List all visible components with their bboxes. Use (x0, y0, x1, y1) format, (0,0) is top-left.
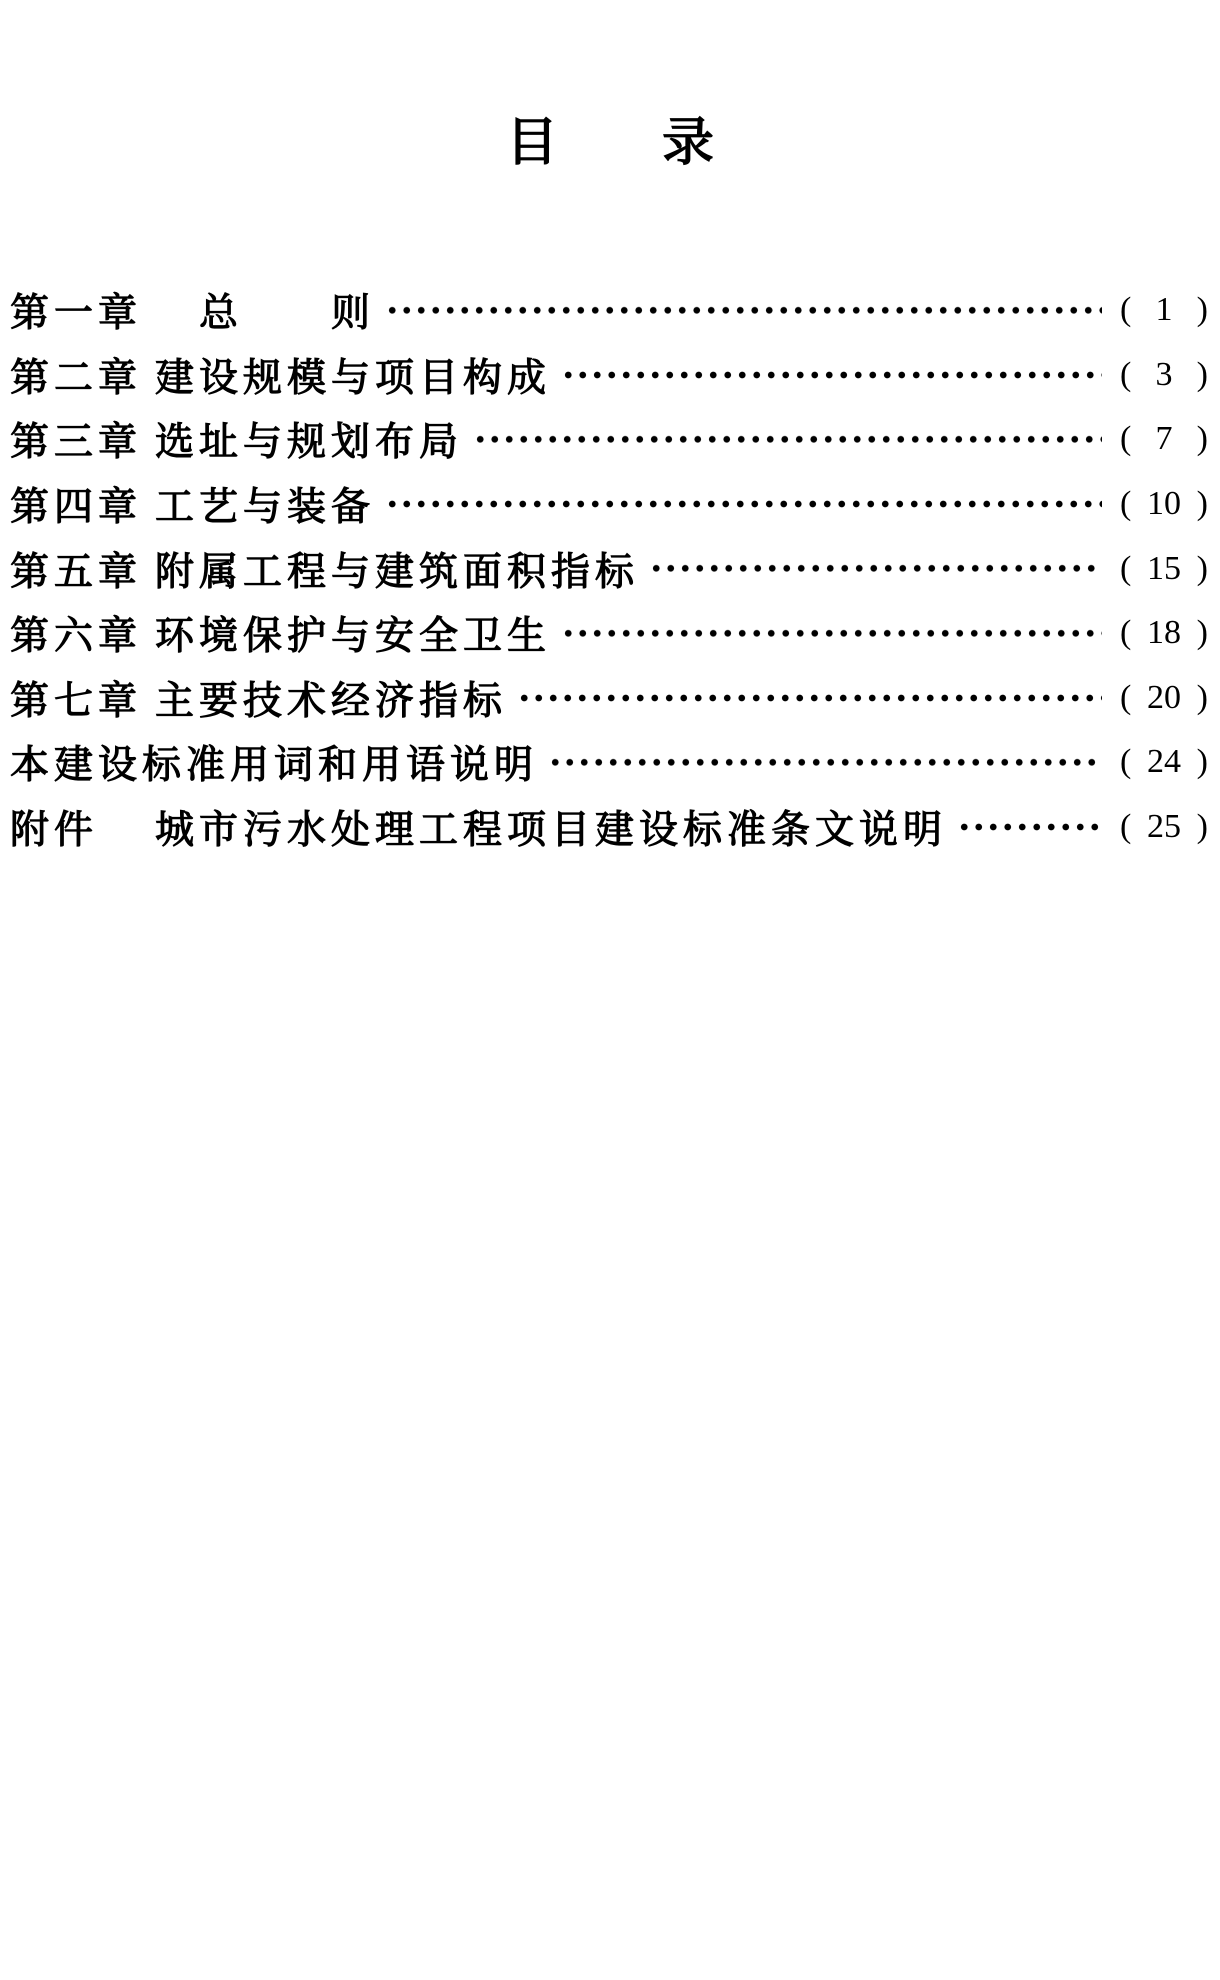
toc-row-title: 本建设标准用词和用语说明 (10, 744, 539, 788)
toc-page-number: 25 (1147, 808, 1181, 846)
toc-page-ref (1120, 291, 1208, 329)
toc-row-label: 第五章 (10, 550, 143, 594)
toc-row-title: 建设规模与项目构成 (155, 356, 552, 400)
toc-row-label: 附件 (10, 809, 99, 853)
toc-page-number: 20 (1147, 678, 1181, 716)
dot-leader (385, 278, 1102, 343)
paren-open-glyph: ( (1120, 355, 1132, 393)
toc-page-ref (1120, 743, 1208, 781)
toc-page-number: 10 (1147, 485, 1181, 523)
toc-row (10, 472, 1208, 537)
paren-close-glyph: ) (1196, 420, 1208, 458)
dot-leader (649, 536, 1102, 601)
dot-leader (548, 730, 1102, 795)
paren-open-glyph: ( (1120, 485, 1132, 523)
toc-row-label: 第一章 (10, 292, 143, 336)
paren-close-glyph: ) (1196, 549, 1208, 587)
toc-page-number: 3 (1155, 355, 1173, 393)
toc-row-title: 工艺与装备 (155, 486, 376, 530)
toc-row-label: 第六章 (10, 615, 143, 659)
toc-row (10, 536, 1208, 601)
dot-leader (473, 407, 1102, 472)
toc-row-label: 第三章 (10, 421, 143, 465)
toc-page-number: 24 (1147, 743, 1181, 781)
toc-row-label: 第四章 (10, 486, 143, 530)
toc-row-label: 第七章 (10, 679, 143, 723)
paren-open-glyph: ( (1120, 420, 1132, 458)
toc-page-ref (1120, 614, 1208, 652)
toc-page-ref (1120, 420, 1208, 458)
toc-row (10, 730, 1208, 795)
toc-row (10, 795, 1208, 860)
toc-row-title: 主要技术经济指标 (155, 679, 508, 723)
paren-open-glyph: ( (1120, 291, 1132, 329)
paren-open-glyph: ( (1120, 549, 1132, 587)
table-of-contents (0, 278, 1220, 859)
toc-page-number: 18 (1147, 614, 1181, 652)
paren-open-glyph: ( (1120, 614, 1132, 652)
paren-close-glyph: ) (1196, 743, 1208, 781)
paren-open-glyph: ( (1120, 678, 1132, 716)
dot-leader (957, 795, 1102, 860)
toc-row (10, 343, 1208, 408)
toc-page-ref (1120, 356, 1208, 394)
toc-page-number: 15 (1147, 549, 1181, 587)
dot-leader (561, 343, 1102, 408)
paren-close-glyph: ) (1196, 808, 1208, 846)
paren-close-glyph: ) (1196, 614, 1208, 652)
dot-leader (561, 601, 1102, 666)
toc-page-ref (1120, 485, 1208, 523)
paren-close-glyph: ) (1196, 355, 1208, 393)
toc-row (10, 666, 1208, 731)
paren-close-glyph: ) (1196, 485, 1208, 523)
toc-page-ref (1120, 550, 1208, 588)
toc-row (10, 601, 1208, 666)
toc-row-title: 附属工程与建筑面积指标 (155, 550, 640, 594)
paren-close-glyph: ) (1196, 678, 1208, 716)
toc-row (10, 278, 1208, 343)
page-title: 目 录 (505, 115, 714, 172)
toc-row-title: 总 则 (155, 292, 376, 336)
toc-page-number: 1 (1155, 291, 1173, 329)
toc-page-ref (1120, 808, 1208, 846)
toc-row-title: 城市污水处理工程项目建设标准条文说明 (155, 809, 948, 853)
dot-leader (385, 472, 1102, 537)
paren-close-glyph: ) (1196, 291, 1208, 329)
toc-row-title: 选址与规划布局 (155, 421, 464, 465)
dot-leader (517, 666, 1102, 731)
toc-page-number: 7 (1155, 420, 1173, 458)
paren-open-glyph: ( (1120, 808, 1132, 846)
toc-row-label: 第二章 (10, 356, 143, 400)
paren-open-glyph: ( (1120, 743, 1132, 781)
toc-page-ref (1120, 679, 1208, 717)
toc-row-title: 环境保护与安全卫生 (155, 615, 552, 659)
toc-row (10, 407, 1208, 472)
